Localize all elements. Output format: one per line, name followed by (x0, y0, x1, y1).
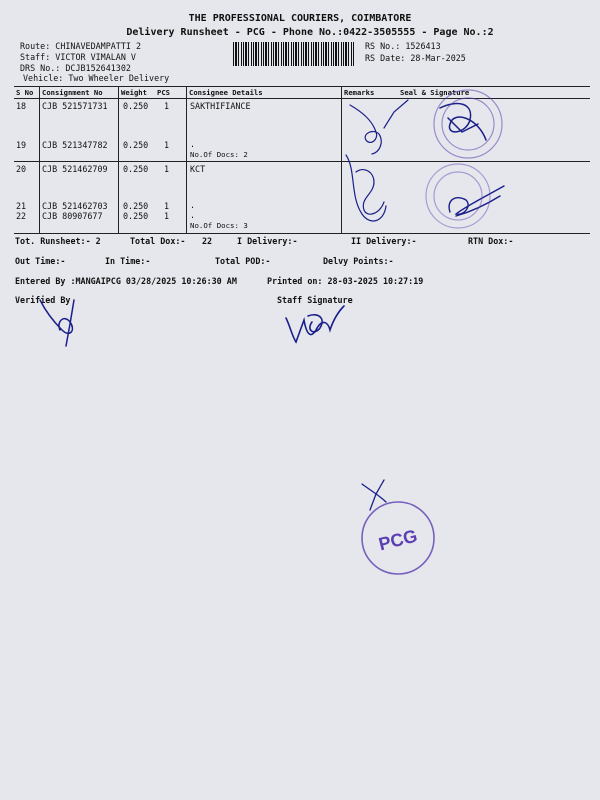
row-sno: 21 (16, 201, 27, 211)
row-consignment: CJB 80907677 (42, 211, 103, 221)
row-weight: 0.250 (123, 101, 149, 111)
row-consignment: CJB 521347782 (42, 140, 108, 150)
col-weight: Weight (121, 88, 147, 97)
document-title: THE PROFESSIONAL COURIERS, COIMBATORE (188, 13, 412, 24)
row-pcs: 1 (164, 201, 170, 211)
row-consignment: CJB 521462703 (42, 201, 108, 211)
in-time: In Time:- (105, 256, 151, 266)
row-sno: 22 (16, 211, 27, 221)
row-sno: 19 (16, 140, 27, 150)
entered-by: Entered By :MANGAIPCG 03/28/2025 10:26:30 AM (15, 276, 237, 286)
col-consignee-details: Consignee Details (189, 88, 263, 97)
docs-count: No.Of Docs: 3 (190, 221, 248, 230)
total-runsheet: Tot. Runsheet:- 2 (15, 236, 101, 246)
row-consignment: CJB 521571731 (42, 101, 108, 111)
printed-on: Printed on: 28-03-2025 10:27:19 (267, 276, 424, 286)
ii-delivery: II Delivery:- (351, 236, 417, 246)
row-consignment: CJB 521462709 (42, 164, 108, 174)
row-weight: 0.250 (123, 201, 149, 211)
consignee-name: SAKTHIFIANCE (190, 101, 251, 111)
total-dox-value: 22 (202, 236, 213, 246)
drs-number: DRS No.: DCJB152641302 (20, 63, 131, 73)
row-detail: . (190, 139, 196, 149)
pcg-stamp-text: PCG (376, 525, 420, 555)
total-pod: Total POD:- (215, 256, 271, 266)
document-subtitle: Delivery Runsheet - PCG - Phone No.:0422-3505555 - Page No.:2 (126, 27, 494, 38)
docs-count: No.Of Docs: 2 (190, 150, 248, 159)
rtn-dox: RTN Dox:- (468, 236, 514, 246)
row-pcs: 1 (164, 140, 170, 150)
row-pcs: 1 (164, 164, 170, 174)
route: Route: CHINAVEDAMPATTI 2 (20, 41, 142, 51)
staff: Staff: VICTOR VIMALAN V (20, 52, 136, 62)
col-pcs: PCS (157, 88, 170, 97)
consignee-name: KCT (190, 164, 206, 174)
row-sno: 20 (16, 164, 27, 174)
delivery-points: Delvy Points:- (323, 256, 394, 266)
verified-by-signature (40, 300, 74, 346)
rs-date: RS Date: 28-Mar-2025 (365, 53, 466, 63)
seal-stamp-2 (426, 164, 490, 228)
col-seal-signature: Seal & Signature (400, 88, 470, 97)
col-sno: S No (16, 88, 34, 97)
row-weight: 0.250 (123, 211, 149, 221)
staff-signature-label: Staff Signature (277, 295, 353, 305)
out-time: Out Time:- (15, 256, 66, 266)
row-sno: 18 (16, 101, 27, 111)
remarks-scribble (346, 100, 408, 221)
staff-signature (286, 306, 344, 342)
row-detail: . (190, 200, 196, 210)
row-weight: 0.250 (123, 140, 149, 150)
pcg-stamp (362, 502, 434, 574)
rs-number: RS No.: 1526413 (365, 41, 441, 51)
vehicle: Vehicle: Two Wheeler Delivery (23, 73, 170, 83)
i-delivery: I Delivery:- (237, 236, 298, 246)
row-pcs: 1 (164, 211, 170, 221)
row-detail: . (190, 210, 196, 220)
total-dox-label: Total Dox:- (130, 236, 186, 246)
col-consignment-no: Consignment No (42, 88, 103, 97)
row-pcs: 1 (164, 101, 170, 111)
verified-by: Verified By (15, 295, 71, 305)
col-remarks: Remarks (344, 88, 375, 97)
row-weight: 0.250 (123, 164, 149, 174)
